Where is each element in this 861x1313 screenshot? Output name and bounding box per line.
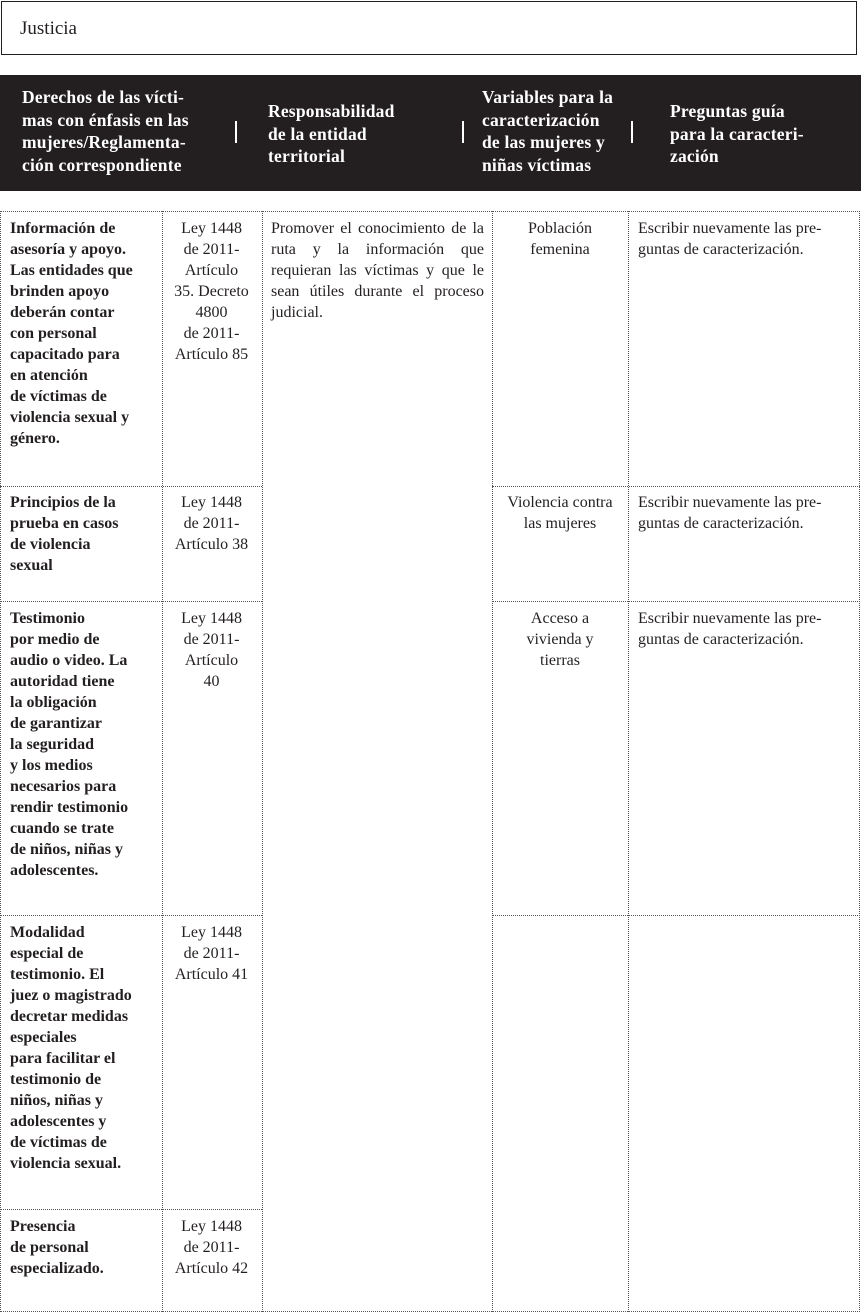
header-preguntas: Preguntas guía para la caracteri- zación <box>670 101 804 166</box>
table-border <box>859 211 860 1312</box>
row-derecho: Modalidad especial de testimonio. El juez o magistrado decretar medidas especiales para facilitar el testimonio de niños, niñas y adolescentes y de víctimas de violencia sexual. <box>10 924 132 1172</box>
row-pregunta: Escribir nuevamente las pre- guntas de caracterización. <box>638 220 822 258</box>
row-pregunta: Escribir nuevamente las pre- guntas de caracterización. <box>638 494 822 532</box>
row-variable: Violencia contra las mujeres <box>507 494 613 532</box>
row-derecho: Presencia de personal especializado. <box>10 1218 104 1277</box>
section-title: Justicia <box>20 18 77 39</box>
row-variable: Acceso a vivienda y tierras <box>526 610 594 669</box>
row-ley: Ley 1448 de 2011- Artículo 41 <box>174 924 249 983</box>
table-border <box>0 211 860 212</box>
row-derecho: Principios de la prueba en casos de violencia sexual <box>10 494 119 574</box>
table-border <box>0 1311 860 1312</box>
table-border <box>0 211 1 1312</box>
table-border <box>0 915 262 916</box>
table-border <box>0 1209 262 1210</box>
row-ley: Ley 1448 de 2011- Artículo 40 <box>181 610 242 690</box>
table-border <box>0 601 262 602</box>
table-border <box>492 486 860 487</box>
table-border <box>492 211 493 1312</box>
header-derechos: Derechos de las vícti- mas con énfasis en las mujeres/Reglamenta- ción correspondiente <box>22 87 189 175</box>
row-derecho: Información de asesoría y apoyo. Las entidades que brinden apoyo deberán contar con personal capacitado para en atención de víctimas de violencia sexual y género. <box>10 220 133 447</box>
row-ley: Ley 1448 de 2011- Artículo 42 <box>174 1218 249 1277</box>
table-border <box>492 915 860 916</box>
table-border <box>0 486 262 487</box>
row-responsabilidad: Promover el conocimiento de la ruta y la información que requieran las víctimas y que le sean útiles durante el proceso judicial. <box>271 220 484 321</box>
table-border <box>262 211 263 1312</box>
header-responsabilidad: Responsabilidad de la entidad territorial <box>268 101 395 166</box>
table-border <box>492 601 860 602</box>
row-pregunta: Escribir nuevamente las pre- guntas de caracterización. <box>638 610 822 648</box>
row-ley: Ley 1448 de 2011- Artículo 35. Decreto 4800 de 2011- Artículo 85 <box>174 220 249 363</box>
table-border <box>162 211 163 1312</box>
row-ley: Ley 1448 de 2011- Artículo 38 <box>174 494 249 553</box>
row-variable: Población femenina <box>528 220 592 258</box>
header-variables: Variables para la caracterización de las mujeres y niñas víctimas <box>482 87 614 175</box>
row-derecho: Testimonio por medio de audio o video. La autoridad tiene la obligación de garantizar la seguridad y los medios necesarios para rendir testimonio cuando se trate de niños, niñas y adolescentes. <box>10 610 129 879</box>
table-border <box>628 211 629 1312</box>
